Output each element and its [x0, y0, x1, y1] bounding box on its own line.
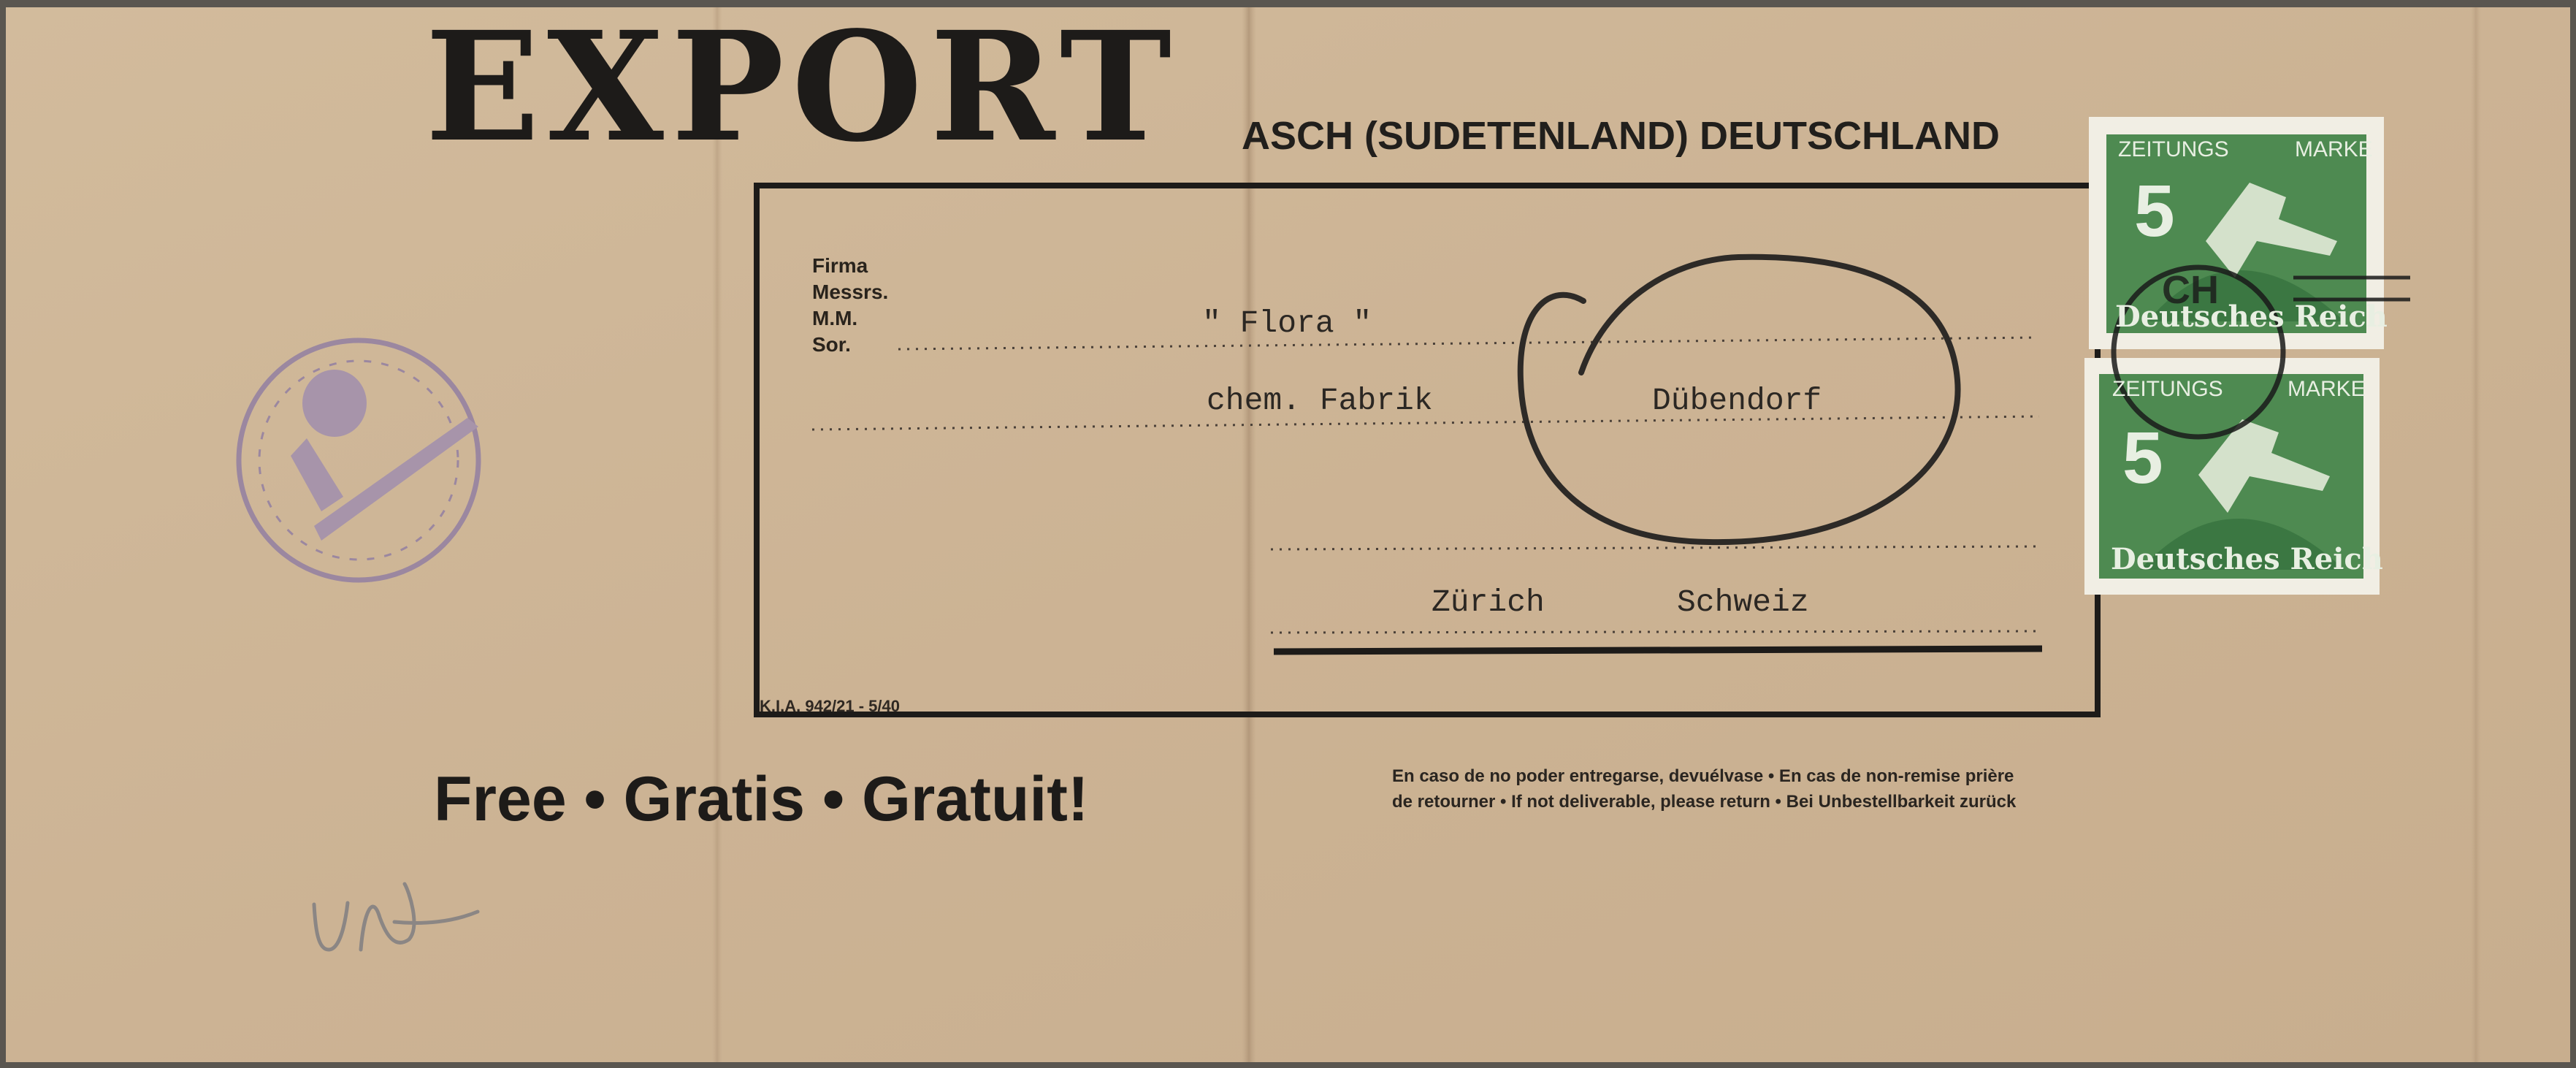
- stamp-top-label-left: ZEITUNGS: [2118, 137, 2229, 161]
- postmark-text: CH: [2162, 268, 2219, 312]
- right-fold: [2471, 7, 2481, 1062]
- addressee-town: Dübendorf: [1652, 383, 1822, 419]
- free-gratis-line: Free • Gratis • Gratuit!: [434, 764, 1089, 834]
- addressee-country: Schweiz: [1677, 584, 1809, 620]
- address-underline: [1274, 649, 2042, 652]
- center-fold: [1242, 7, 1256, 1062]
- label-firma: Firma: [812, 254, 868, 277]
- addressee-company: chem. Fabrik: [1207, 383, 1433, 419]
- return-notice-line-2: de retourner • If not deliverable, please return • Bei Unbestellbarkeit zurück: [1392, 792, 2017, 812]
- label-mm: M.M.: [812, 307, 858, 329]
- stamp-top-label-right: MARKE: [2295, 137, 2373, 161]
- label-sor: Sor.: [812, 333, 851, 356]
- addressee-name: " Flora ": [1202, 305, 1372, 341]
- stamp-top-country: Deutsches Reich: [2115, 300, 2388, 334]
- addressee-city: Zürich: [1432, 584, 1545, 620]
- stamp-bottom-country: Deutsches Reich: [2111, 542, 2383, 576]
- return-notice-line-1: En caso de no poder entregarse, devuélvase • En cas de non-remise prière: [1392, 766, 2014, 786]
- origin-line: ASCH (SUDETENLAND) DEUTSCHLAND: [1242, 114, 2000, 158]
- label-messrs: Messrs.: [812, 281, 889, 303]
- stamp-bottom-value: 5: [2122, 417, 2163, 499]
- print-code: K.I.A. 942/21 - 5/40: [760, 697, 900, 715]
- export-title: EXPORT: [425, 0, 1180, 175]
- stamp-bottom-label-right: MARKE: [2288, 377, 2366, 401]
- stamp-top-value: 5: [2134, 170, 2175, 252]
- stamp-bottom-label-left: ZEITUNGS: [2112, 377, 2223, 401]
